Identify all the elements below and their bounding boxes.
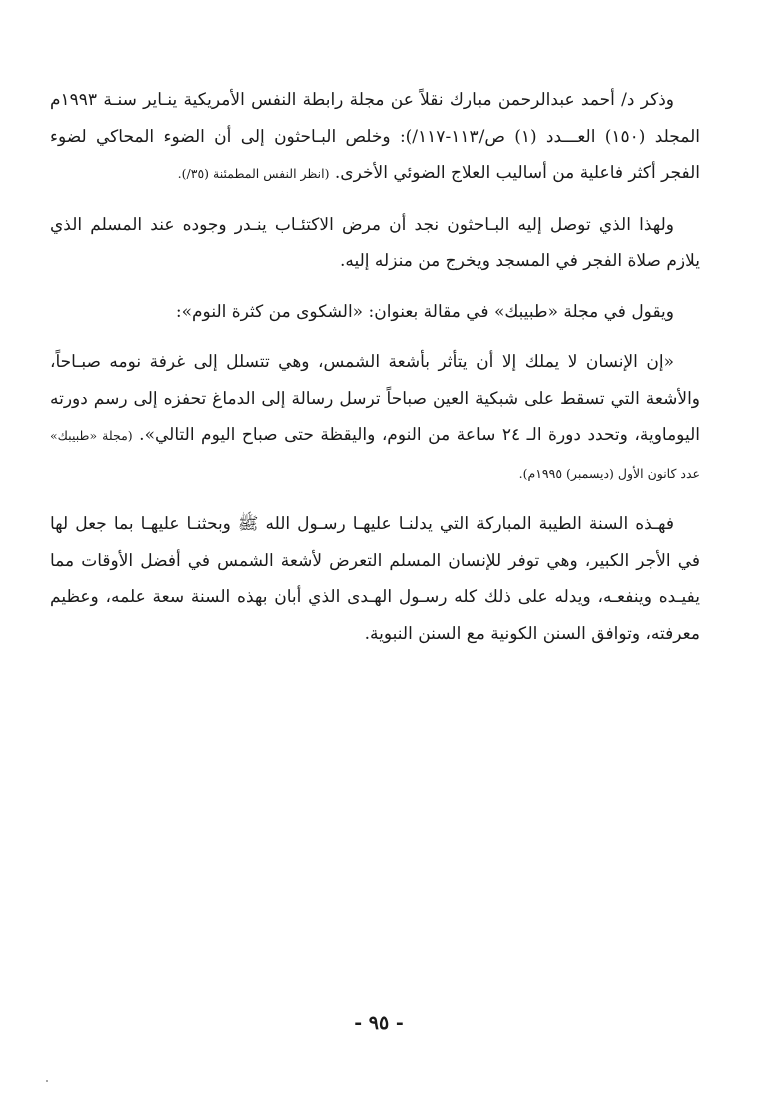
paragraph-1 (50, 82, 700, 193)
paragraph-1-text: وذكر د/ أحمد عبدالرحمن مبارك نقلاً عن مجلة رابطة النفس الأمريكية ينـاير سنـة ١٩٩٣م المجلد (١٥٠) العـــدد (١) ص/١١٣-١١٧/): وخلص البـاحثون إلى أن الضوء المحاكي لضوء الفجر أكثر فاعلية من أساليب العلاج الضوئي الأخرى. (50, 90, 700, 183)
scan-speck (46, 1080, 48, 1082)
paragraph-4 (50, 344, 700, 492)
paragraph-4-reference: (مجلة «طبيبك» عدد كانون الأول (ديسمبر) ١٩٩٥م). (50, 428, 700, 481)
paragraph-2 (50, 207, 700, 280)
page-body-text (50, 82, 700, 666)
page-number: - ٩٥ - (354, 1012, 404, 1034)
paragraph-1-reference: (انظر النفس المطمئنة (٣٥/). (177, 166, 330, 181)
paragraph-2-text: ولهذا الذي توصل إليه البـاحثون نجد أن مرض الاكتئـاب ينـدر وجوده عند المسلم الذي يلازم صلاة الفجر في المسجد ويخرج من منزله إليه. (50, 214, 700, 271)
paragraph-4-text: «إن الإنسان لا يملك إلا أن يتأثر بأشعة الشمس، وهي تتسلل إلى غرفة نومه صبـاحاً، والأشعة التي تسقط على شبكية العين صباحاً ترسل رسالة إلى الدماغ تحفزه إلى رسم دورته اليوماوية، وتحدد دورة الـ ٢٤ ساعة من النوم، واليقظة حتى صباح اليوم التالي». (50, 352, 700, 445)
paragraph-3 (50, 294, 700, 331)
paragraph-5 (50, 506, 700, 652)
paragraph-3-text: ويقول في مجلة «طبيبك» في مقالة بعنوان: «الشكوى من كثرة النوم»: (175, 301, 674, 322)
paragraph-5-text: فهـذه السنة الطيبة المباركة التي يدلنـا عليهـا رسـول الله ﷺ وبحثنـا عليهـا بما جعل لها في الأجر الكبير، وهي توفر للإنسان المسلم التعرض لأشعة الشمس في أفضل الأوقات مما يفيـده وينفعـه، ويدله على ذلك كله رسـول الهـدى الذي أبان بهذه السنة سعة علمه، وعظيم معرفته، وتوافق السنن الكونية مع السنن النبوية. (50, 514, 700, 644)
